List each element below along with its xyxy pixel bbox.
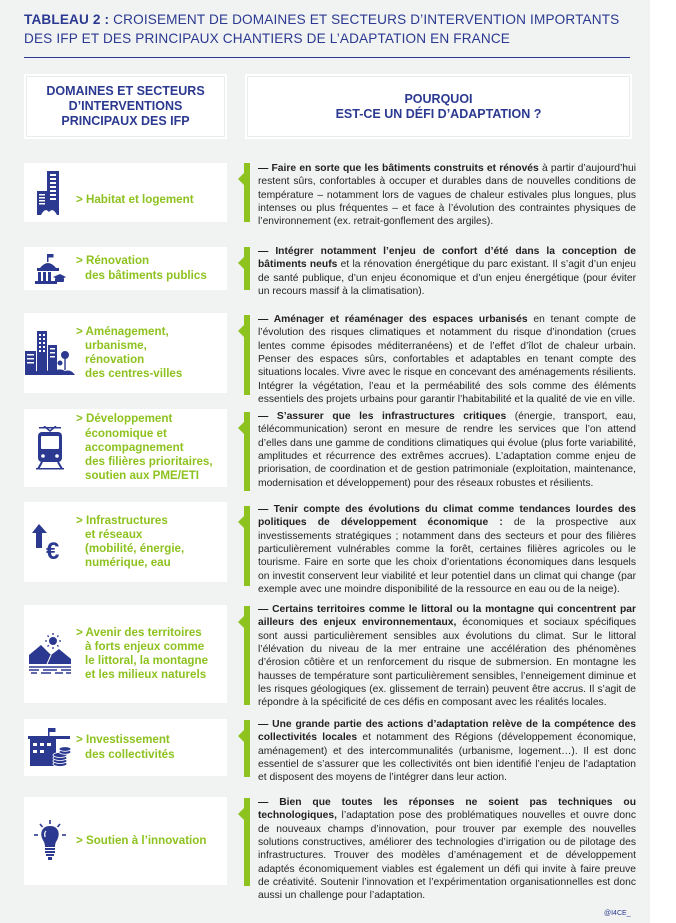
domain-label-line: > Soutien à l’innovation (76, 833, 207, 847)
header-why-line: EST-CE UN DÉFI D’ADAPTATION ? (335, 106, 542, 121)
green-bar-marker (244, 315, 250, 395)
domain-label (76, 325, 182, 382)
domain-label-line: des bâtiments publics (85, 268, 207, 282)
table-title-text: CROISEMENT DE DOMAINES ET SECTEURS D’INTERVENTION IMPORTANTS DES IFP ET DES PRINCIPAUX CHANTIERS DE L’ADAPTATION EN FRANCE (24, 12, 620, 46)
domain-cell-economic-development (24, 409, 227, 487)
domain-label-line: des collectivités (85, 747, 175, 761)
challenge-text (258, 603, 636, 710)
mountain-sea-icon (24, 633, 76, 675)
green-bar-marker (244, 606, 250, 705)
challenge-text (258, 718, 636, 785)
svg-text:€: € (46, 538, 60, 560)
public-building-icon (24, 254, 76, 284)
green-bar-marker (244, 163, 250, 222)
credit-handle: @I4CE_ (604, 910, 631, 917)
challenge-text (258, 162, 636, 229)
town-hall-coins-icon (24, 728, 76, 768)
domain-label (76, 412, 213, 483)
domain-cell-territories (24, 605, 227, 703)
domain-cell-infrastructure (24, 502, 227, 582)
domain-label-line: rénovation (85, 353, 145, 366)
domain-label-line: > Développement (76, 412, 173, 426)
green-bar-marker (244, 506, 250, 586)
table-title-number: TABLEAU 2 : (24, 12, 110, 27)
domain-label (76, 626, 208, 683)
domain-label-line: et réseaux (85, 527, 143, 541)
domain-cell-urban-planning (24, 313, 227, 393)
domain-label-line: et les milieux naturels (85, 668, 207, 682)
green-bar-marker (244, 720, 250, 777)
lightbulb-icon (24, 820, 76, 862)
domain-label-line: à forts enjeux comme (85, 639, 205, 653)
challenge-bold: — S’assurer que les infrastructures critiques (258, 411, 507, 422)
challenge-bold: — Aménager et réaménager des espaces urbanisés (258, 314, 528, 325)
domain-label (76, 514, 184, 571)
domain-label-line: le littoral, la montagne (85, 654, 209, 667)
domain-cell-habitat (24, 163, 227, 222)
domain-label (76, 834, 206, 848)
domain-label-line: économique et (85, 426, 167, 440)
table-title (24, 10, 639, 48)
domain-cell-innovation (24, 797, 227, 885)
header-domains-line: DOMAINES ET SECTEURS (46, 84, 205, 98)
challenge-body: économiques et sociaux spécifiques sont aussi particulièrement sensibles aux évolutions du climat. Sur le littoral l’élévation du niveau de la mer entraine une accélération des phénomènes d’érosion côtière et un renforcement du risque de submersion. En montagne les hausses de température sont particulièrement sensibles, l’enneigement diminue et les risques géologiques (ex. glissement de terrain) peuvent être accrus. Il s’agit de répondre à la spécificité de ces défis en composant avec les réalités locales. (258, 617, 636, 709)
domain-label-line: > Aménagement, (76, 324, 169, 338)
domain-label-line: > Habitat et logement (76, 193, 194, 207)
domain-label (76, 193, 194, 207)
header-why-line: POURQUOI (404, 91, 473, 106)
challenge-bold: — Certains territoires comme le littoral ou la montagne qui concentrent par ailleurs des enjeux environnementaux, (258, 604, 636, 629)
title-divider (24, 57, 630, 58)
domain-label-line: accompagnement (85, 440, 184, 454)
challenge-bold: — Une grande partie des actions d’adaptation relève de la compétence des collectivités locales (258, 719, 636, 744)
challenge-body: et la rénovation énergétique du parc existant. Il s’agit d’un enjeu de santé publique, d’un enjeu économique et d’un enjeu énergétique (pour éviter un recours massif à la climatisation). (258, 259, 636, 298)
challenge-body: et notamment des Régions (développement économique, aménagement) et des intercommunalités (urbanisme, logement…). Il est donc essentiel de s’assurer que les collectivités ont bien identifié l’enjeu de l’adaptation et disposent des moyens de l’intégrer dans leur action. (258, 732, 636, 784)
city-icon (24, 331, 76, 375)
challenge-body: de la prospective aux investissements stratégiques ; notamment dans des secteurs et pour des filières particulièrement vulnérables comme la forêt, certaines filières agricoles ou le tourisme. Faire en sorte que les choix d’orientations économiques dans lesquels on investit conservent leur viabilité et leur potentiel dans un climat qui change (par exemple avec une moindre disponibilité de la ressource en eau ou de la neige). (258, 517, 637, 596)
domain-cell-collectivities (24, 719, 227, 776)
challenge-body: en tenant compte de l’évolution des risques climatiques et notamment du risque d’inondation (crues lentes comme épisodes méditerranéens) et de l’effet d’îlot de chaleur urbain. Penser des espaces sûrs, confortables et adaptables en tenant compte des situations locales. Vivre avec le risque en concevant des aménagements résilients. Intégrer la végétation, l’eau et la perméabilité des sols comme des éléments essentiels des projets urbains pour garantir l’habitabilité et la qualité de vie en ville. (258, 314, 637, 406)
challenge-bold: — Intégrer notamment l’enjeu de confort d’été dans la conception de bâtiments neufs (258, 246, 636, 271)
header-why (247, 76, 630, 137)
domain-cell-public-buildings (24, 247, 227, 290)
tram-icon (24, 426, 76, 470)
challenge-text (258, 245, 636, 298)
challenge-body: l’adaptation pose des problématiques nouvelles et ouvre donc de nouveaux champs d’innovation, pour trouver par exemple des nouvelles solutions constructives, améliorer des technologies d’irrigation ou de pilotage des infrastructures. Trouver des modèles d’aménagement et de développement adaptés économiquement viables est également un défi qui invite à faire preuve de créativité. Soutenir l’innovation et l’expérimentation organisationnelles est donc aussi un challenge pour l’adaptation. (258, 810, 636, 902)
domain-label-line: > Avenir des territoires (76, 625, 202, 639)
challenge-bold: — Tenir compte des évolutions du climat comme tendances lourdes des politiques de développement économique : (258, 504, 636, 529)
domain-label-line: des filières prioritaires, (85, 455, 213, 469)
header-domains (26, 76, 225, 137)
domain-label (76, 254, 207, 282)
header-domains-line: D’INTERVENTIONS (68, 99, 183, 113)
challenge-text (258, 796, 636, 903)
building-icon (24, 171, 76, 215)
euro-up-icon (24, 524, 76, 560)
domain-label-line: des centres-villes (85, 367, 183, 381)
header-domains-line: PRINCIPAUX DES IFP (61, 114, 190, 128)
green-bar-marker (244, 798, 250, 886)
challenge-text (258, 503, 636, 596)
green-bar-marker (244, 247, 250, 290)
green-bar-marker (244, 412, 250, 491)
challenge-body: (énergie, transport, eau, télécommunication) seront en mesure de rendre les services que l’on attend d’elles dans une gamme de conditions climatiques qui évolue (plus forte variabilité, amplitudes et récurrence des extrêmes accrues). L’adaptation comme enjeu de priorisation, de coordination et de gestion patrimoniale (exploitation, maintenance, modernisation et développement) pour des réseaux robustes et résilients. (258, 411, 637, 489)
domain-label-line: > Rénovation (76, 254, 150, 268)
domain-label-line: urbanisme, (85, 338, 147, 352)
domain-label-line: soutien aux PME/ETI (85, 469, 200, 483)
challenge-body: à partir d’aujourd’hui restent sûrs, confortables à occuper et durables dans de nouvelles conditions de température – notamment lors de vagues de chaleur estivales plus longues, plus intenses ou plus fréquentes – et face à l’évolution des contraintes physiques de l’environnement (ex. retrait-gonflement des argiles). (258, 163, 637, 228)
domain-label-line: > Infrastructures (76, 513, 168, 527)
domain-label-line: numérique, eau (85, 556, 171, 570)
challenge-bold: — Faire en sorte que les bâtiments construits et rénovés (258, 163, 539, 174)
challenge-text (258, 313, 636, 406)
challenge-bold: — Bien que toutes les réponses ne soient pas techniques ou technologiques, (258, 797, 636, 822)
domain-label-line: > Investissement (76, 733, 170, 747)
domain-label-line: (mobilité, énergie, (85, 542, 185, 555)
challenge-text (258, 410, 636, 490)
domain-label (76, 733, 175, 761)
